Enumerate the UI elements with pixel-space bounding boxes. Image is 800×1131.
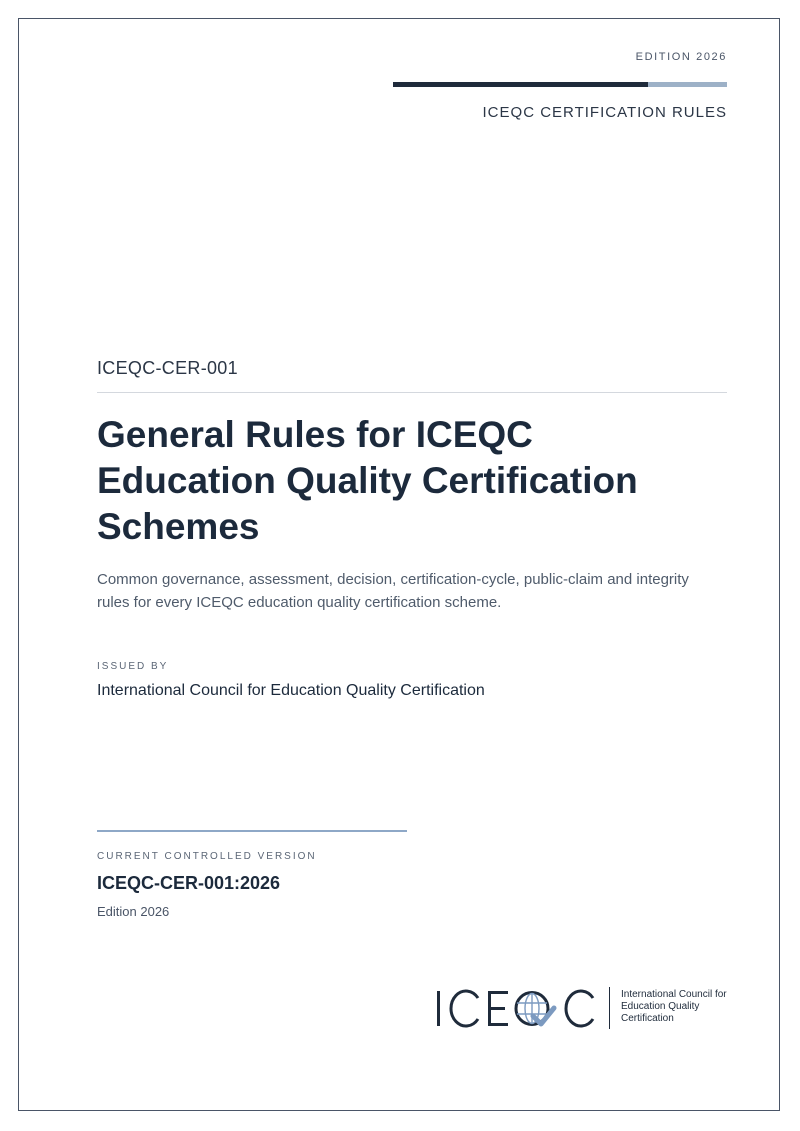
logo-tagline-line: Certification bbox=[621, 1013, 674, 1024]
issued-by-label: ISSUED BY bbox=[97, 661, 169, 672]
page-border bbox=[18, 18, 780, 1111]
logo-divider bbox=[609, 987, 610, 1029]
header-rule bbox=[393, 82, 727, 87]
header-rule-dark bbox=[393, 82, 648, 87]
logo-tagline-line: International Council for bbox=[621, 989, 727, 1000]
logo-tagline-line: Education Quality bbox=[621, 1001, 700, 1012]
version-label: CURRENT CONTROLLED VERSION bbox=[97, 851, 317, 862]
issuer-name: International Council for Education Quality Certification bbox=[97, 682, 485, 699]
edition-label: EDITION 2026 bbox=[635, 51, 727, 63]
series-title: ICEQC CERTIFICATION RULES bbox=[482, 104, 727, 121]
document-code-rule bbox=[97, 392, 727, 393]
version-code: ICEQC-CER-001:2026 bbox=[97, 873, 281, 893]
version-edition: Edition 2026 bbox=[97, 904, 170, 919]
version-rule bbox=[97, 830, 407, 832]
logo-wordmark bbox=[434, 984, 600, 1034]
logo-tagline bbox=[621, 989, 741, 1025]
globe-check-icon bbox=[516, 993, 554, 1025]
document-subtitle: Common governance, assessment, decision, certification-cycle, public-claim and integrity rules for every ICEQC education quality certification scheme. bbox=[97, 571, 689, 611]
header-rule-light bbox=[648, 82, 727, 87]
iceqc-logo bbox=[434, 984, 734, 1034]
document-code: ICEQC-CER-001 bbox=[97, 358, 238, 378]
document-title: General Rules for ICEQC Education Quality Certification Schemes bbox=[97, 414, 638, 547]
